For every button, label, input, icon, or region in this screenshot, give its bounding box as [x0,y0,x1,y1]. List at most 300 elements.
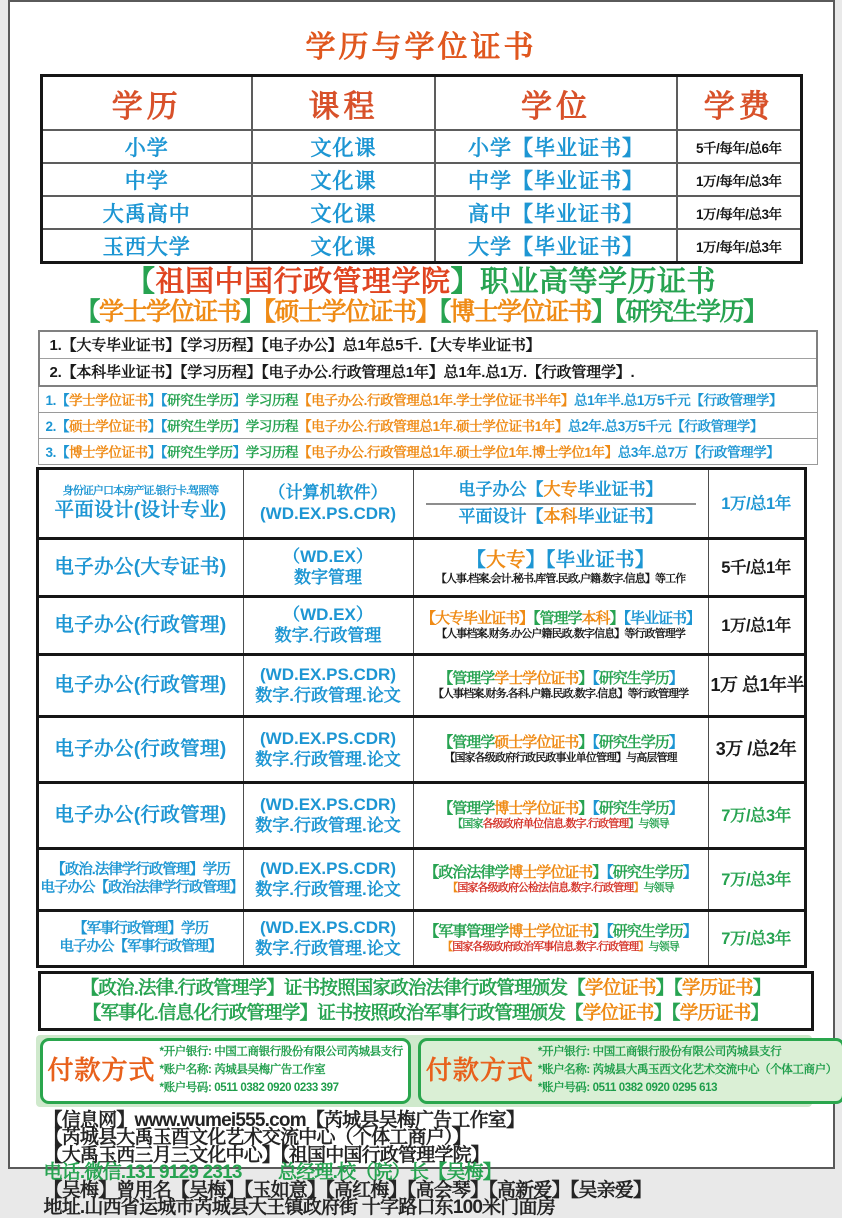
program-row [37,597,805,655]
diploma-program-box [38,330,818,387]
text-segment: 1. [45,393,56,409]
cell-line [416,688,706,701]
text-segment: 【电子办公.行政管理总1年.硕士学位证书1年】 [298,419,568,435]
cell-fee: 1万/每年/总3年 [677,163,801,196]
cell-line [246,605,411,626]
text-segment: 【政治法律学 [424,863,509,881]
text-segment: 毕业证书】 [577,506,663,526]
cell-degree: 中学【毕业证书】 [435,163,677,196]
text-segment: 学士学位证书 [98,298,240,327]
text-segment: 国家各级政府政治军事信息.数字.行政管理 [452,941,639,954]
text-segment: 【政治.法律学行政管理】学历 [51,862,230,879]
program-cell-certificate [413,849,708,911]
text-segment: 【 [606,863,613,881]
text-segment: 研究生学历 [598,669,669,687]
program-cell-fee [708,849,805,911]
text-segment: 】 [578,733,593,751]
text-segment: 电子办公(行政管理) [54,803,227,826]
text-segment: 】 [232,445,246,461]
text-segment: 博士学位证书 [69,445,148,461]
program-cell-software [243,469,413,539]
cell-line [41,556,241,580]
cell-fee: 5千/每年/总6年 [677,130,801,163]
diploma-line-2: 2.【本科毕业证书】【学习历程】【电子办公.行政管理总1年】总1年.总1万.【行政管理学】. [49,364,635,382]
text-segment: 【 [442,941,453,954]
text-segment: 学习历程 [245,393,299,409]
text-segment: 研究生学历 [167,445,233,461]
program-cell-fee [708,717,805,783]
program-cell-software [243,783,413,849]
text-segment: 【 [466,549,487,572]
text-segment: 】 [450,266,481,298]
tuition-table [40,74,803,264]
text-segment: 】 [668,799,683,817]
text-segment: 【管理学 [438,733,495,751]
flyer-page [8,0,837,1218]
program-cell-name [37,655,243,717]
text-segment: 与领导 [643,882,674,895]
text-segment: 【 [606,922,613,940]
cell-line [711,806,802,826]
text-segment: 博士学位证书 [494,799,579,817]
footer-phone: 电话.微信.131 9129 2313 总经理.校（院）长【吴梅】 [43,1162,501,1184]
column-header-education: 学历 [41,76,252,131]
text-segment: 硕士学位证书 [494,733,579,751]
text-segment: 】 [578,669,593,687]
program-cell-fee [708,655,805,717]
text-segment: 】 [638,941,649,954]
text-segment: 学位证书 [584,977,656,999]
footer-org-1: 【芮城县大禹玉酉文化艺术交流中心（个体工商户）】 [43,1127,471,1149]
text-segment: 【军事行政管理】学历 [73,921,208,938]
text-segment: 数字.行政管理 [274,625,382,645]
program-cell-certificate [413,911,708,967]
degree-line-1 [38,387,818,413]
program-cell-software [243,655,413,717]
cell-line [246,795,411,816]
program-row [37,469,805,539]
text-segment: 总2年.总3万5千元 [567,419,672,435]
issuance-statement-box [38,971,814,1031]
cell-line [711,739,802,761]
program-row [37,911,805,967]
text-segment: 【人事档案.财务.各科.户籍.民政.数字.信息】等行政管理学 [432,688,689,701]
text-segment: 【行政管理学】 [690,393,783,409]
text-segment: 【国家 [452,818,483,831]
payment-section [36,1035,837,1106]
text-segment: 【 [567,977,585,999]
text-segment: 本科 [581,609,610,627]
cell-line [711,616,802,636]
text-segment: 电子办公【 [458,480,544,500]
cell-line [246,626,411,647]
page-title: 学历与学位证书 [305,31,537,64]
text-segment: 】【 [655,977,682,999]
bank-name: *开户银行: 中国工商银行股份有限公司芮城县支行 [537,1046,782,1059]
cell-line [246,939,411,960]
cell-line [246,816,411,837]
text-segment: 总3年.总7万 [617,445,688,461]
program-cell-certificate [413,539,708,597]
table-row [41,130,801,163]
cell-line [246,568,411,589]
program-cell-software [243,717,413,783]
cell-line [416,752,706,765]
program-cell-fee [708,597,805,655]
text-segment: 】【毕业证书】 [525,549,655,572]
text-segment: 电子办公【政治法律学行政管理】 [40,879,243,896]
text-segment: (WD.EX.PS.CDR) [260,918,396,938]
text-segment: 】 [232,393,246,409]
cell-fee: 1万/每年/总3年 [677,196,801,229]
text-segment: 】 [668,669,683,687]
payment-details [538,1044,837,1097]
payment-box-right [418,1038,842,1103]
text-segment: 学位证书 [582,1001,654,1023]
text-segment: 7万/总3年 [721,929,791,948]
cell-line [41,939,241,957]
account-name: *账户名称: 芮城县吴梅广告工作室 [159,1063,326,1076]
text-segment: 【 [592,733,599,751]
text-segment: 【管理学 [438,799,495,817]
cell-line [416,800,706,818]
cell-degree: 小学【毕业证书】 [435,130,677,163]
text-segment: 各级政府单位信息.数字.行政管理 [482,818,629,831]
text-segment: 【军事化.信息化行政管理学】证书按照政治军事行政管理颁发 [82,1001,566,1023]
text-segment: 【管理学 [438,669,495,687]
cell-line [41,674,241,698]
text-segment: 祖国中国行政管理学院 [155,266,451,298]
text-segment: 博士学位证书 [508,863,593,881]
footer-org-2: 【大禹玉西三月三文化中心】【祖国中国行政管理学院】 [43,1144,490,1166]
text-segment: 【国家各级政府行政民政事业单位管理】与高层管理 [444,752,677,765]
text-segment: （WD.EX） [283,547,373,567]
text-segment: 研究生学历 [167,419,233,435]
cell-line [416,573,706,586]
program-cell-name [37,469,243,539]
cell-line [41,804,241,828]
column-header-fee: 学费 [677,76,801,131]
cell-line [711,558,802,578]
degree-line-2 [38,413,818,439]
text-segment: 电子办公(大专证书) [54,555,227,578]
cell-line [246,918,411,939]
cell-line [416,941,706,954]
text-segment: 数字.行政管理.论文 [255,815,401,835]
text-segment: 数字.行政管理.论文 [255,938,401,958]
text-segment: 身份证户口本房产证.银行卡.驾照等 [62,485,219,498]
cell-line [41,738,241,762]
program-cell-name [37,597,243,655]
program-cell-fee [708,539,805,597]
program-cell-certificate [413,783,708,849]
text-segment: 研究生学历 [167,393,233,409]
text-segment: 学习历程 [245,419,299,435]
statement-line-1 [41,976,811,1000]
footer-website: 【信息网】www.wumei555.com【芮城县吴梅广告工作室】 [43,1109,525,1131]
text-segment: 与领导 [648,941,679,954]
program-cell-software [243,539,413,597]
text-segment: 【大专毕业证书】 [420,609,533,627]
college-heading [10,267,833,298]
cell-fee: 1万/每年/总3年 [677,229,801,263]
payment-title: 付款方式 [47,1055,156,1086]
text-segment: 学士学位证书 [494,669,579,687]
text-segment: 职业高等学历证书 [480,266,717,298]
diploma-line-1: 1.【大专毕业证书】【学习历程】【电子办公】总1年总5千.【大专毕业证书】 [40,332,816,359]
footer [43,1109,833,1218]
text-segment: 】 [578,799,593,817]
text-segment: 研究生学历 [612,922,683,940]
text-segment: 7万/总3年 [721,870,791,889]
account-number: *账户号码: 0511 0382 0920 0295 613 [537,1081,718,1094]
cell-course: 文化课 [252,130,435,163]
text-segment: (WD.EX.PS.CDR) [260,859,396,879]
text-segment: (WD.EX.PS.CDR) [260,729,396,749]
degree-list-heading [10,298,833,326]
text-segment: 毕业证书】 [577,480,663,500]
account-name: *账户名称: 芮城县大禹玉西文化艺术交流中心（个体工商户） [537,1063,837,1076]
program-cell-name [37,717,243,783]
text-segment: 【人事档案.财务.办公户籍民政.数字信息】等行政管理学 [436,628,685,641]
text-segment: 2. [45,419,56,435]
cell-line [416,882,706,895]
footer-aliases: 【吴梅】曾用名【吴梅】【玉如意】【高红梅】【高会琴】【高新爱】【吴亲爱】 [43,1179,652,1201]
cell-line [246,547,411,568]
text-segment: 】【 [147,393,168,409]
cell-line [416,628,706,641]
cell-degree: 大学【毕业证书】 [435,229,677,263]
text-segment: 数字.行政管理.论文 [255,879,401,899]
text-segment: 数字.行政管理.论文 [255,749,401,769]
text-segment: 【电子办公.行政管理总1年.硕士学位1年.博士学位1年】 [298,445,618,461]
cell-line [246,665,411,686]
text-segment: 【硕士学位证书】 [263,298,439,327]
cell-line [246,504,411,525]
text-segment: (WD.EX.PS.CDR) [260,795,396,815]
cell-line [41,614,241,638]
cell-line [426,480,696,505]
text-segment: 大专 [486,549,526,572]
text-segment: 】与领导 [628,818,669,831]
cell-degree: 高中【毕业证书】 [435,196,677,229]
payment-box-left [40,1038,411,1103]
text-segment: 【毕业证书】 [623,609,701,627]
program-row [37,849,805,911]
text-segment: 【政治.法律.行政管理学】证书按照国家政治法律行政管理颁发 [80,977,568,999]
text-segment: 平面设计【 [458,506,544,526]
text-segment: 电子办公(行政管理) [54,613,227,636]
program-row [37,539,805,597]
program-row [37,655,805,717]
text-segment: 研究生学历 [612,863,683,881]
program-cell-name [37,849,243,911]
cell-course: 文化课 [252,163,435,196]
text-segment: 【 [592,799,599,817]
cell-line [416,507,706,528]
statement-line-2 [41,1001,811,1025]
text-segment: 】 [592,922,607,940]
text-segment: 】【 [147,419,168,435]
text-segment: 【 [75,298,99,327]
text-segment: 1万/总1年 [721,494,791,513]
table-row [41,229,801,263]
cell-line [710,674,805,697]
text-segment: 【 [55,445,70,461]
cell-line [416,549,706,573]
text-segment: 【 [55,393,70,409]
text-segment: 【行政管理学】 [687,445,780,461]
cell-course: 文化课 [252,196,435,229]
payment-title: 付款方式 [425,1055,534,1086]
text-segment: 【 [439,298,451,327]
program-cell-certificate [413,597,708,655]
text-segment: 【电子办公.行政管理总1年.学士学位证书半年】 [298,393,574,409]
column-header-course: 课程 [252,76,435,131]
program-cell-software [243,911,413,967]
text-segment: 】【 [653,1001,680,1023]
cell-line [711,870,802,890]
text-segment: （计算机软件） [268,483,388,503]
table-row [41,196,801,229]
text-segment: 【军事管理学 [424,922,509,940]
cell-line [246,729,411,750]
text-segment: 】 [232,419,246,435]
program-cell-software [243,597,413,655]
text-segment: 电子办公【军事行政管理】 [59,938,222,955]
cell-line [711,494,802,514]
column-header-degree: 学位 [435,76,677,131]
cell-line [416,734,706,752]
text-segment: 】【 [147,445,168,461]
text-segment: 学习历程 [245,445,299,461]
cell-line [41,485,241,498]
text-segment: （WD.EX） [283,605,373,625]
cell-line [246,880,411,901]
cell-line [416,818,706,831]
program-cell-software [243,849,413,911]
text-segment: 【 [447,882,458,895]
text-segment: 国家各级政府公检法信息.数字.行政管理 [457,882,634,895]
text-segment: 】 [668,733,683,751]
text-segment: 【人事.档案.会计.秘书.库管.民政.户籍.数字.信息】等工作 [435,573,686,585]
text-segment: 电子办公(行政管理) [54,673,227,696]
text-segment: (WD.EX.PS.CDR) [260,503,396,523]
text-segment: 5千/总1年 [721,558,791,577]
program-cell-certificate [413,717,708,783]
text-segment: 博士学位证书 [508,922,593,940]
cell-line [246,483,411,504]
text-segment: 【 [592,669,599,687]
text-segment: 研究生学历 [598,799,669,817]
cell-line [41,921,241,939]
text-segment: 博士学位证书 [450,298,592,327]
cell-line [416,864,706,882]
text-segment: 】 [591,298,615,327]
program-row [37,783,805,849]
account-number: *账户号码: 0511 0382 0920 0233 397 [159,1081,339,1094]
payment-details [160,1044,403,1097]
program-row [37,717,805,783]
text-segment: 】 [609,609,624,627]
table-row [41,163,801,196]
cell-education: 玉西大学 [41,229,252,263]
text-segment: 学历证书 [681,977,753,999]
cell-line [416,670,706,688]
degree-program-box [38,387,818,465]
cell-line [246,686,411,707]
text-segment: 数字管理 [294,567,362,587]
cell-line [711,929,802,949]
footer-address: 地址.山西省运城市芮城县大王镇政府街 十字路口东100米门面房 [43,1197,555,1218]
text-segment: 】 [682,863,697,881]
program-cell-fee [708,911,805,967]
text-segment: 【 [125,266,156,298]
cell-line [41,862,241,880]
text-segment: 本科 [543,506,578,526]
text-segment: 【 [565,1001,583,1023]
cell-line [246,859,411,880]
text-segment: 研究生学历 [598,733,669,751]
program-cell-certificate [413,655,708,717]
program-cell-name [37,539,243,597]
text-segment: 【研究生学历】 [614,298,767,327]
program-cell-name [37,911,243,967]
cell-line [416,610,706,628]
program-cell-name [37,783,243,849]
program-table [36,467,807,968]
text-segment: 电子办公(行政管理) [54,737,227,760]
text-segment: 硕士学位证书 [69,419,148,435]
text-segment: 】 [750,1001,769,1023]
text-segment: 大专 [543,480,578,500]
text-segment: 【管理学 [532,609,582,627]
text-segment: 数字.行政管理.论文 [255,685,401,705]
text-segment: (WD.EX.PS.CDR) [260,665,396,685]
cell-education: 小学 [41,130,252,163]
text-segment: 平面设计(设计专业) [54,498,227,521]
cell-education: 中学 [41,163,252,196]
text-segment: 】 [239,298,264,327]
text-segment: 1万/总1年 [721,616,791,635]
text-segment: 3. [45,445,56,461]
cell-education: 大禹高中 [41,196,252,229]
tuition-header-row [41,76,801,131]
text-segment: 3万 /总2年 [715,738,797,759]
text-segment: 】 [592,863,607,881]
text-segment: 7万/总3年 [721,806,791,825]
cell-line [41,499,241,523]
text-segment: 学士学位证书 [69,393,148,409]
text-segment: 总1年半.总1万5千元 [573,393,691,409]
bank-name: *开户银行: 中国工商银行股份有限公司芮城县支行 [159,1046,403,1059]
text-segment: 1万 总1年半 [710,674,805,695]
cell-line [416,923,706,941]
program-cell-certificate [413,469,708,539]
degree-line-3 [38,439,818,465]
cell-line [246,750,411,771]
text-segment: 学历证书 [679,1001,751,1023]
text-segment: 【行政管理学】 [671,419,763,435]
text-segment: 】 [752,977,771,999]
program-cell-fee [708,469,805,539]
cell-course: 文化课 [252,229,435,263]
cell-line [41,880,241,898]
text-segment: 】 [682,922,697,940]
text-segment: 【 [55,419,70,435]
text-segment: 】 [633,882,644,895]
program-cell-fee [708,783,805,849]
